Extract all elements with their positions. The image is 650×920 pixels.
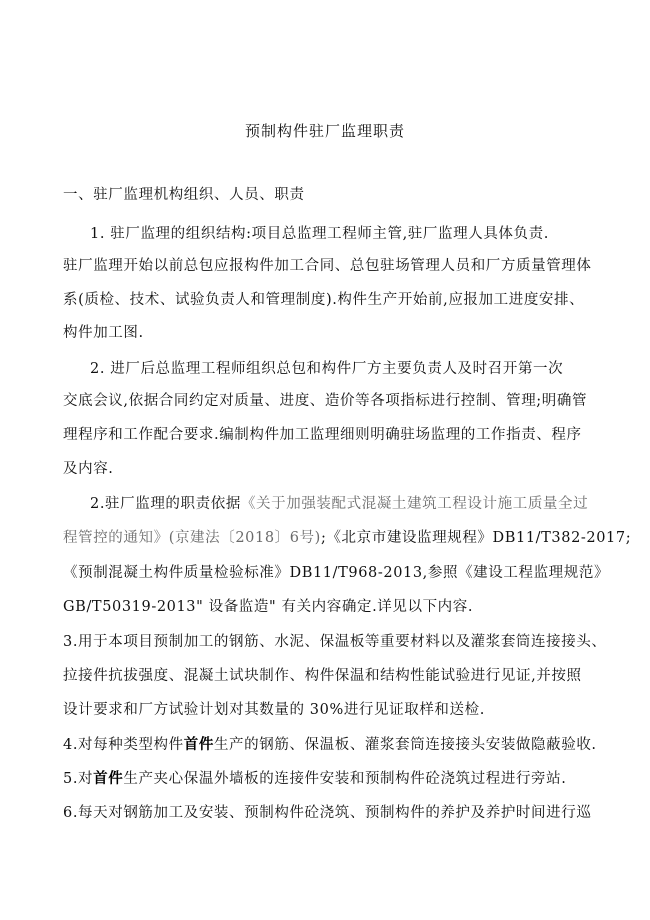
document-title: 预制构件驻厂监理职责: [244, 122, 405, 140]
text-run: 生产夹心保温外墙板的连接件安装和预制构件砼浇筑过程进行旁站.: [123, 771, 567, 787]
paragraph-line: 1. 驻厂监理的组织结构:项目总监理工程师主管,驻厂监理人具体负责.: [90, 226, 549, 242]
paragraph-line: 6.每天对钢筋加工及安装、预制构件砼浇筑、预制构件的养护及养护时间进行巡: [63, 805, 592, 821]
paragraph-line: 2. 进厂后总监理工程师组织总包和构件厂方主要负责人及时召开第一次: [90, 361, 564, 377]
paragraph-line: [63, 528, 631, 548]
text-run: ;《北京市建设监理规程》DB11/T382-2017;: [320, 530, 632, 546]
text-run: 5.对: [63, 771, 94, 787]
paragraph-line: 构件加工图.: [63, 325, 144, 341]
paragraph-line: GB/T50319-2013" 设备监造" 有关内容确定.详见以下内容.: [63, 599, 474, 615]
paragraph-line: [90, 494, 588, 514]
paragraph-line: [63, 769, 566, 789]
text-run: 2.驻厂监理的职责依据: [90, 496, 241, 512]
paragraph-line: 拉接件抗拔强度、混凝土试块制作、构件保温和结构性能试验进行见证,并按照: [63, 668, 582, 684]
section-heading: 一、驻厂监理机构组织、人员、职责: [63, 187, 305, 203]
bold-text: 首件: [183, 736, 214, 753]
paragraph-line: 系(质检、技术、试验负责人和管理制度).构件生产开始前,应报加工进度安排、: [63, 292, 585, 308]
paragraph-line: 及内容.: [63, 461, 114, 477]
bold-text: 首件: [93, 770, 124, 787]
text-run: 生产的钢筋、保温板、灌浆套筒连接接头安装做隐蔽验收.: [213, 737, 597, 753]
paragraph-line: [63, 735, 597, 755]
paragraph-line: 理程序和工作配合要求.编制构件加工监理细则明确驻场监理的工作指责、程序: [63, 427, 582, 443]
citation-text: 程管控的通知》(京建法〔2018〕6号): [63, 530, 321, 546]
paragraph-line: 3.用于本项目预制加工的钢筋、水泥、保温板等重要材料以及灌浆套筒连接接头、: [63, 634, 607, 650]
paragraph-line: 《预制混凝土构件质量检验标准》DB11/T968-2013,参照《建设工程监理规范》: [63, 565, 610, 581]
paragraph-line: 设计要求和厂方试验计划对其数量的 30%进行见证取样和送检.: [63, 702, 485, 718]
text-run: 4.对每种类型构件: [63, 737, 184, 753]
citation-text: 《关于加强装配式混凝土建筑工程设计施工质量全过: [240, 496, 589, 512]
paragraph-line: 驻厂监理开始以前总包应报构件加工合同、总包驻场管理人员和厂方质量管理体: [63, 258, 592, 274]
paragraph-line: 交底会议,依据合同约定对质量、进度、造价等各项指标进行控制、管理;明确管: [63, 393, 588, 409]
